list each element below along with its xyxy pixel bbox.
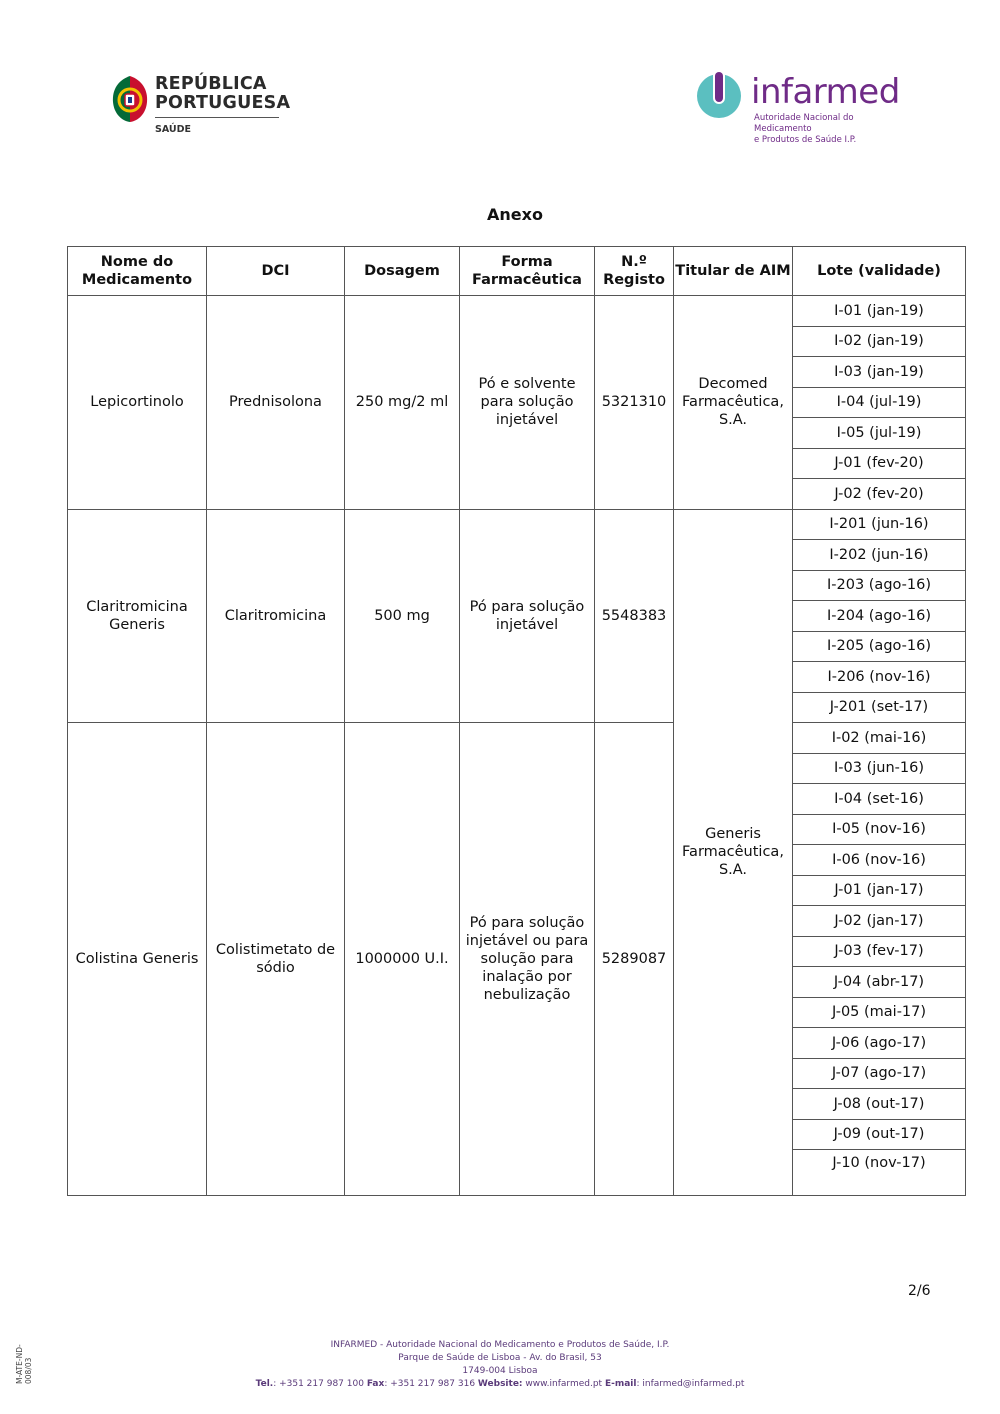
cell-titular-shared: Generis Farmacêutica, S.A. bbox=[674, 509, 793, 1196]
cell-lote: J-06 (ago-17) bbox=[793, 1028, 966, 1059]
cell-dci: Claritromicina bbox=[207, 509, 345, 723]
cell-lote: J-05 (mai-17) bbox=[793, 997, 966, 1028]
footer-fax: : +351 217 987 316 bbox=[384, 1379, 476, 1389]
cell-lote: J-08 (out-17) bbox=[793, 1089, 966, 1120]
footer-email-link[interactable]: : infarmed@infarmed.pt bbox=[636, 1379, 745, 1389]
logo-ministry: SAÚDE bbox=[155, 124, 191, 135]
annex-table bbox=[67, 246, 966, 1196]
header-titular: Titular de AIM bbox=[674, 247, 793, 296]
header-nome: Nome do Medicamento bbox=[68, 247, 207, 296]
cell-lote: I-203 (ago-16) bbox=[793, 570, 966, 601]
cell-lote: I-05 (nov-16) bbox=[793, 814, 966, 845]
page-title: Anexo bbox=[487, 205, 543, 224]
cell-lote: J-02 (fev-20) bbox=[793, 479, 966, 510]
cell-registo: 5548383 bbox=[595, 509, 674, 723]
page-footer bbox=[0, 1339, 1000, 1391]
cell-titular: Decomed Farmacêutica, S.A. bbox=[674, 296, 793, 510]
table-header-row bbox=[68, 247, 966, 296]
cell-lote: J-09 (out-17) bbox=[793, 1119, 966, 1150]
cell-lote: I-03 (jan-19) bbox=[793, 357, 966, 388]
cell-nome: Claritromicina Generis bbox=[68, 509, 207, 723]
footer-website-link[interactable]: www.infarmed.pt bbox=[525, 1379, 603, 1389]
table-row bbox=[68, 296, 966, 327]
footer-email-label: E-mail bbox=[604, 1379, 637, 1389]
cell-lote: I-04 (jul-19) bbox=[793, 387, 966, 418]
logo-line-republica: REPÚBLICA bbox=[155, 74, 267, 94]
cell-registo: 5321310 bbox=[595, 296, 674, 510]
cell-forma: Pó para solução injetável ou para solução para inalação por nebulização bbox=[460, 723, 595, 1196]
cell-lote: I-04 (set-16) bbox=[793, 784, 966, 815]
table-row bbox=[68, 509, 966, 540]
footer-fax-label: Fax bbox=[366, 1379, 385, 1389]
cell-lote: I-01 (jan-19) bbox=[793, 296, 966, 327]
cell-lote: I-202 (jun-16) bbox=[793, 540, 966, 571]
infarmed-logo bbox=[695, 68, 900, 145]
header-dosagem: Dosagem bbox=[345, 247, 460, 296]
cell-dci: Colistimetato de sódio bbox=[207, 723, 345, 1196]
page-number: 2/6 bbox=[908, 1283, 931, 1299]
cell-dosagem: 250 mg/2 ml bbox=[345, 296, 460, 510]
cell-dosagem: 1000000 U.I. bbox=[345, 723, 460, 1196]
infarmed-subtitle-1: Autoridade Nacional do Medicamento bbox=[754, 113, 854, 134]
header-dci: DCI bbox=[207, 247, 345, 296]
cell-registo: 5289087 bbox=[595, 723, 674, 1196]
document-code: M-ATE-ND-008/03 bbox=[15, 1344, 33, 1384]
cell-lote: I-05 (jul-19) bbox=[793, 418, 966, 449]
cell-dosagem: 500 mg bbox=[345, 509, 460, 723]
cell-lote: I-06 (nov-16) bbox=[793, 845, 966, 876]
logo-divider bbox=[155, 117, 279, 118]
cell-lote: J-07 (ago-17) bbox=[793, 1058, 966, 1089]
cell-lote: J-10 (nov-17) bbox=[793, 1150, 966, 1196]
logo-line-portuguesa: PORTUGUESA bbox=[155, 93, 291, 113]
header-lote: Lote (validade) bbox=[793, 247, 966, 296]
footer-website-label: Website: bbox=[477, 1379, 523, 1389]
cell-lote: I-03 (jun-16) bbox=[793, 753, 966, 784]
portugal-emblem-icon bbox=[110, 74, 150, 124]
cell-forma: Pó e solvente para solução injetável bbox=[460, 296, 595, 510]
cell-lote: J-01 (jan-17) bbox=[793, 875, 966, 906]
republica-portuguesa-logo bbox=[110, 72, 291, 142]
footer-line-2: Parque de Saúde de Lisboa - Av. do Brasil, 53 bbox=[398, 1353, 602, 1363]
cell-lote: I-02 (jan-19) bbox=[793, 326, 966, 357]
cell-lote: J-03 (fev-17) bbox=[793, 936, 966, 967]
cell-lote: J-201 (set-17) bbox=[793, 692, 966, 723]
infarmed-subtitle-2: e Produtos de Saúde I.P. bbox=[754, 135, 857, 145]
cell-dci: Prednisolona bbox=[207, 296, 345, 510]
cell-lote: I-204 (ago-16) bbox=[793, 601, 966, 632]
infarmed-emblem-icon bbox=[695, 68, 747, 120]
cell-lote: J-04 (abr-17) bbox=[793, 967, 966, 998]
footer-contacts bbox=[0, 1378, 1000, 1391]
header-forma: Forma Farmacêutica bbox=[460, 247, 595, 296]
header-registo: N.º Registo bbox=[595, 247, 674, 296]
footer-line-3: 1749-004 Lisboa bbox=[462, 1366, 538, 1376]
cell-lote: I-206 (nov-16) bbox=[793, 662, 966, 693]
cell-lote: I-02 (mai-16) bbox=[793, 723, 966, 754]
cell-nome: Colistina Generis bbox=[68, 723, 207, 1196]
cell-lote: J-01 (fev-20) bbox=[793, 448, 966, 479]
footer-tel-label: Tel. bbox=[255, 1379, 274, 1389]
infarmed-wordmark: infarmed bbox=[751, 72, 900, 112]
cell-lote: J-02 (jan-17) bbox=[793, 906, 966, 937]
cell-forma: Pó para solução injetável bbox=[460, 509, 595, 723]
footer-tel: : +351 217 987 100 bbox=[273, 1379, 364, 1389]
cell-lote: I-205 (ago-16) bbox=[793, 631, 966, 662]
cell-nome: Lepicortinolo bbox=[68, 296, 207, 510]
cell-lote: I-201 (jun-16) bbox=[793, 509, 966, 540]
footer-line-1: INFARMED - Autoridade Nacional do Medicamento e Produtos de Saúde, I.P. bbox=[330, 1340, 670, 1350]
table-row bbox=[68, 723, 966, 754]
